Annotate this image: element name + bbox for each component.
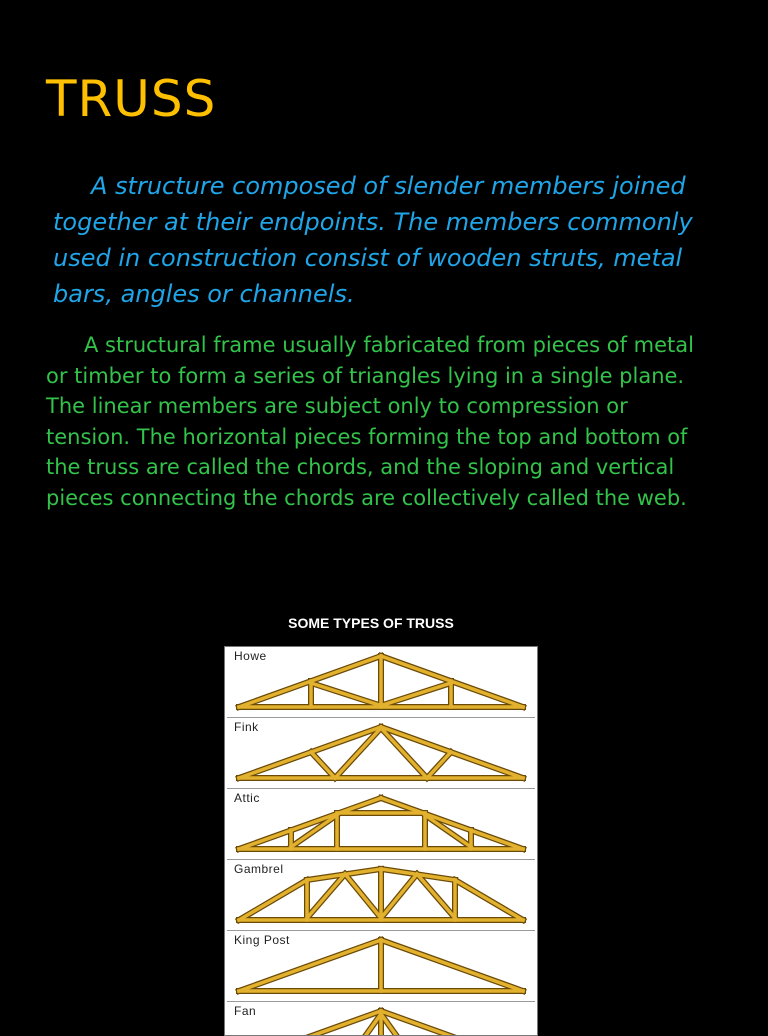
truss-item-king-post: [227, 930, 535, 1000]
truss-item-fan: [227, 1001, 535, 1036]
definition-text: A structure composed of slender members joined together at their endpoints. The members commonly used in construction consist of wooden struts, metal bars, angles or channels.: [53, 172, 693, 308]
truss-item-gambrel: [227, 859, 535, 929]
fink-truss-icon: [227, 718, 535, 787]
truss-types-figure: [224, 646, 538, 1036]
truss-label: Fink: [234, 720, 259, 734]
figure-caption: SOME TYPES OF TRUSS: [288, 615, 454, 631]
gambrel-truss-icon: [227, 860, 535, 929]
truss-label: Attic: [234, 791, 260, 805]
truss-item-fink: [227, 717, 535, 787]
description-text: A structural frame usually fabricated from pieces of metal or timber to form a series of triangles lying in a single plane. The linear members are subject only to compression or tension. The horizontal pieces forming the top and bottom of the truss are called the chords, and the sloping and vertical pieces connecting the chords are collectively called the web.: [46, 333, 694, 510]
truss-label: Howe: [234, 649, 267, 663]
king-post-truss-icon: [227, 931, 535, 1000]
page-title: TRUSS: [46, 70, 217, 128]
truss-label: Fan: [234, 1004, 257, 1018]
truss-item-howe: [227, 647, 535, 716]
fan-truss-icon: [227, 1002, 535, 1036]
truss-label: Gambrel: [234, 862, 284, 876]
truss-label: King Post: [234, 933, 290, 947]
truss-item-attic: [227, 788, 535, 858]
howe-truss-icon: [227, 647, 535, 716]
attic-truss-icon: [227, 789, 535, 858]
